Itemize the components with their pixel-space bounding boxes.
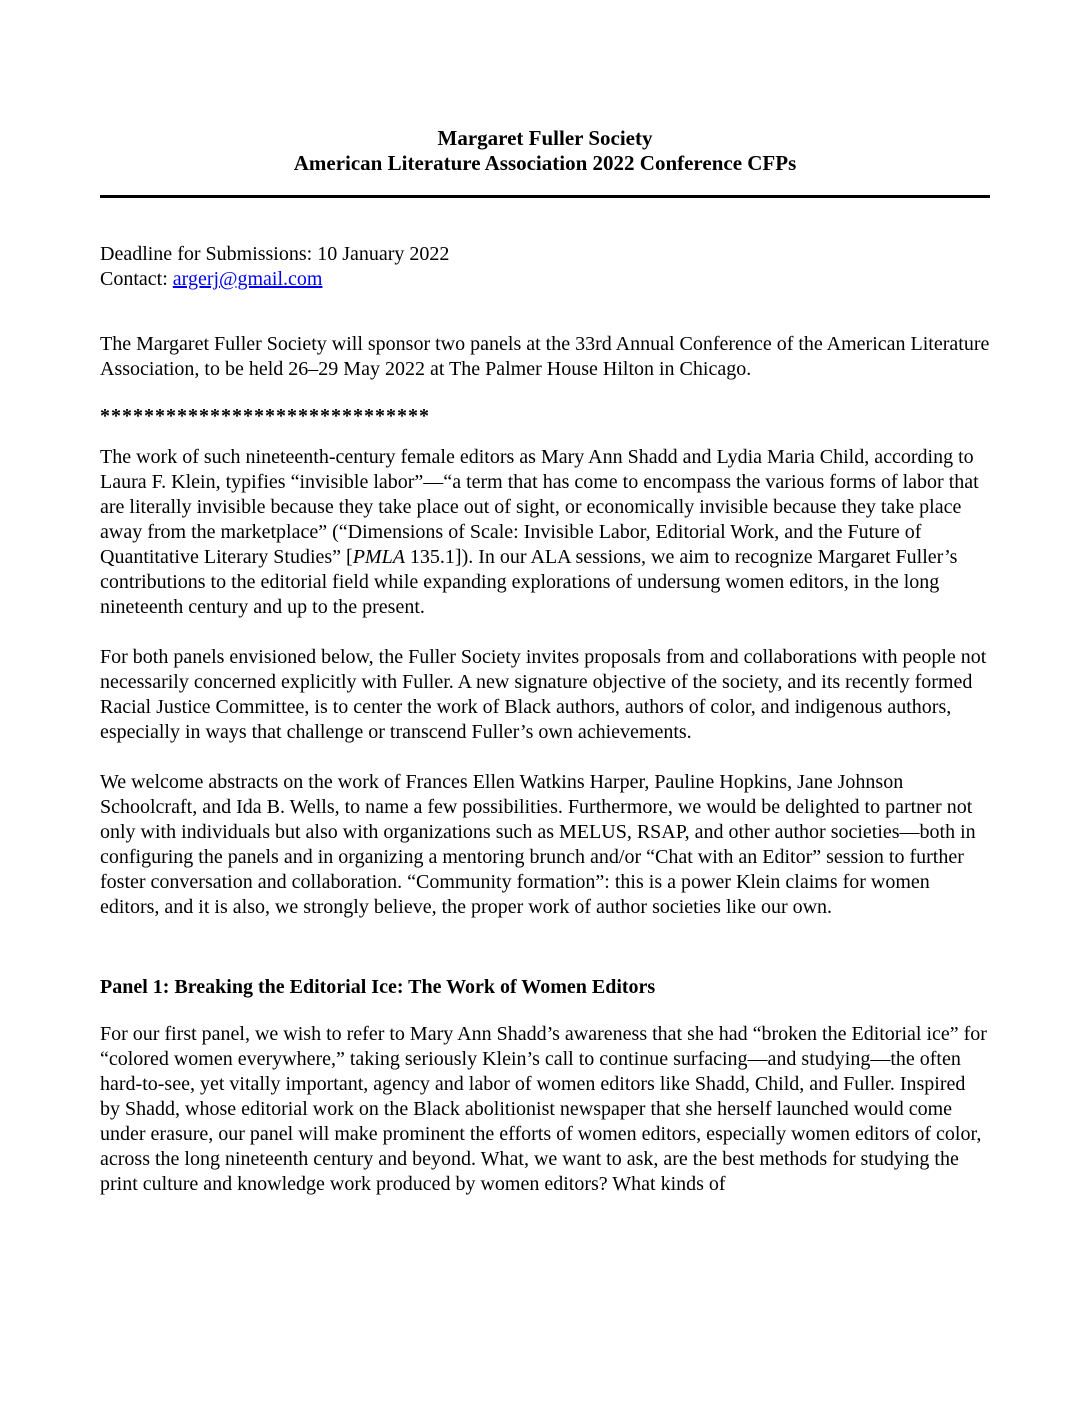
both-panels-paragraph: For both panels envisioned below, the Fuller Society invites proposals from and collaborations with people not necessarily concerned explicitly with Fuller. A new signature objective of the society, and its recently formed Racial Justice Committee, is to center the work of Black authors, authors of color, and indigenous authors, especially in ways that challenge or transcend Fuller’s own achievements. [100, 646, 987, 743]
document-title [100, 126, 990, 176]
contact-line [100, 267, 990, 292]
intro-paragraph: The Margaret Fuller Society will sponsor two panels at the 33rd Annual Conference of the American Literature Association, to be held 26–29 May 2022 at The Palmer House Hilton in Chicago. [100, 333, 990, 380]
pmla-journal-title: PMLA [352, 546, 405, 568]
document-header [100, 126, 990, 198]
deadline-line: Deadline for Submissions: 10 January 2022 [100, 243, 450, 265]
contact-label: Contact: [100, 268, 173, 290]
panel-1-body-paragraph: For our first panel, we wish to refer to Mary Ann Shadd’s awareness that she had “broken the Editorial ice” for “colored women everywhere,” taking seriously Klein’s call to continue surfacing—and studying—the often hard-to-see, yet vitally important, agency and labor of women editors like Shadd, Child, and Fuller. Inspired by Shadd, whose editorial work on the Black abolitionist newspaper that she herself launched would come under erasure, our panel will make prominent the efforts of women editors, especially women editors of color, across the long nineteenth century and beyond. What, we want to ask, are the best methods for studying the print culture and knowledge work produced by women editors? What kinds of [100, 1023, 987, 1195]
asterisk-divider: ****************************** [100, 405, 430, 427]
panel-1-heading: Panel 1: Breaking the Editorial Ice: The Work of Women Editors [100, 976, 656, 998]
invisible-labor-text-after: 135.1]). In our ALA sessions, we aim to recognize Margaret Fuller’s contributions to the editorial field while expanding explorations of undersung women editors, in the long nineteenth century and up to the present. [100, 546, 958, 618]
invisible-labor-paragraph [100, 445, 990, 620]
invisible-labor-text-before: The work of such nineteenth-century female editors as Mary Ann Shadd and Lydia Maria Child, according to Laura F. Klein, typifies “invisible labor”—“a term that has come to encompass the various forms of labor that are literally invisible because they take place out of sight, or economically invisible because they take place away from the marketplace” (“Dimensions of Scale: Invisible Labor, Editorial Work, and the Future of Quantitative Literary Studies” [ [100, 446, 979, 568]
title-line-2: American Literature Association 2022 Conference CFPs [293, 151, 797, 175]
title-divider-rule [100, 195, 990, 198]
welcome-abstracts-paragraph: We welcome abstracts on the work of Frances Ellen Watkins Harper, Pauline Hopkins, Jane Johnson Schoolcraft, and Ida B. Wells, to name a few possibilities. Furthermore, we would be delighted to partner not only with individuals but also with organizations such as MELUS, RSAP, and other author societies—both in configuring the panels and in organizing a mentoring brunch and/or “Chat with an Editor” session to further foster conversation and collaboration. “Community formation”: this is a power Klein claims for women editors, and it is also, we strongly believe, the proper work of author societies like our own. [100, 771, 976, 918]
submission-meta [100, 242, 990, 292]
contact-email-link[interactable]: argerj@gmail.com [172, 268, 323, 290]
title-line-1: Margaret Fuller Society [437, 126, 653, 150]
